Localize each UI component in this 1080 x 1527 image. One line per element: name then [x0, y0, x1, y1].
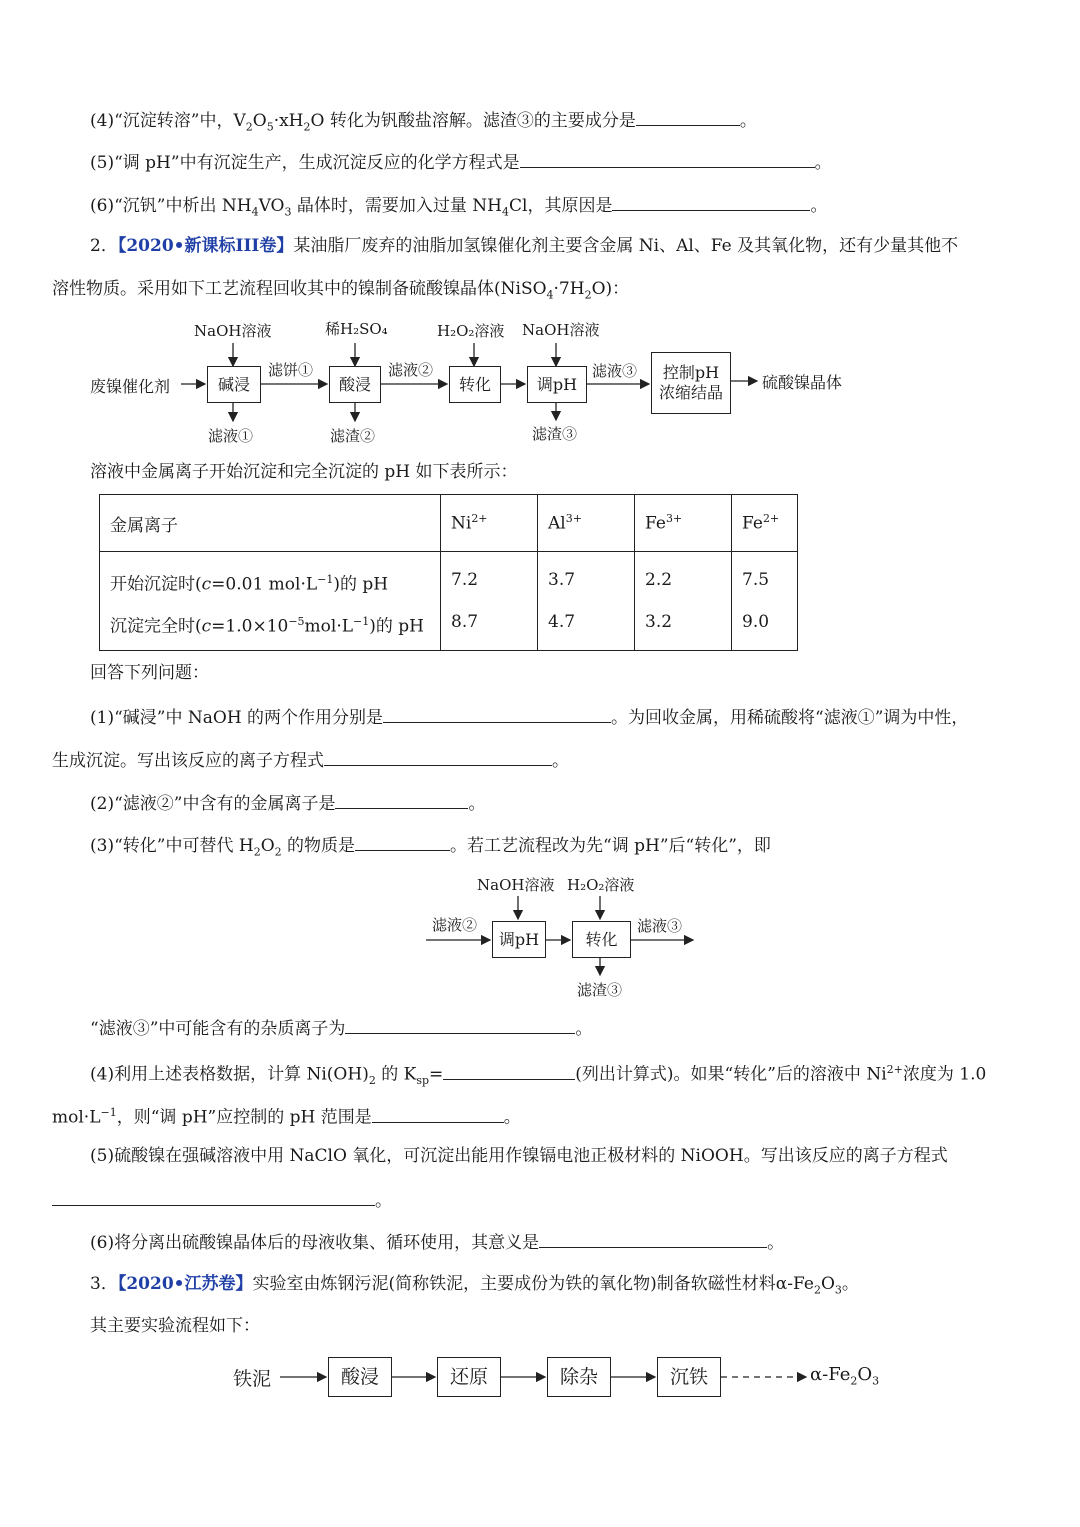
- flow1-box-alkali-leach: 碱浸: [207, 366, 261, 403]
- fe2-values: 7.5 9.0: [732, 552, 798, 651]
- flow1-filtrate-3: 滤液③: [592, 362, 638, 380]
- flow1-input-naoh-2: NaOH溶液: [522, 321, 600, 339]
- ion-ni2: $Ni^{2+}$: [441, 495, 538, 552]
- table-data-row: [100, 552, 798, 651]
- flow2-box-adjust-ph: 调pH: [492, 921, 546, 958]
- question-2-1-line1: (1)“碱浸”中 NaOH 的两个作用分别是 。为回收金属，用稀硫酸将“滤液①”调为中性，: [90, 704, 968, 730]
- row-complete-precip-label: 沉淀完全时$(c=1.0\times 10^{-5}mol\cdot L^{-1})$的 pH: [110, 615, 425, 637]
- answer-blank[interactable]: [443, 1061, 575, 1080]
- question-2-2: (2)“滤液②”中含有的金属离子是 。: [90, 790, 485, 816]
- source-tag: 【2020•江苏卷】: [117, 1274, 253, 1294]
- table-row-labels: [100, 552, 441, 651]
- flow3-box-impurity-removal: 除杂: [547, 1357, 611, 1397]
- ni-values: 7.2 8.7: [441, 552, 538, 651]
- flow2-input-naoh: NaOH溶液: [477, 876, 555, 894]
- table-header-row: [100, 495, 798, 552]
- flow1-box-conversion: 转化: [449, 366, 501, 403]
- question-2-1-line2: 生成沉淀。写出该反应的离子方程式 。: [52, 747, 569, 773]
- answer-intro: 回答下列问题：: [90, 663, 209, 683]
- flow1-box-control-ph: [651, 352, 731, 414]
- ion-fe3: $Fe^{3+}$: [635, 495, 732, 552]
- flow1-box-adjust-ph: 调pH: [527, 366, 587, 403]
- flow1-input-h2o2: H₂O₂溶液: [437, 322, 505, 340]
- flow1-input-naoh: NaOH溶液: [194, 322, 272, 340]
- table-intro: 溶液中金属离子开始沉淀和完全沉淀的 pH 如下表所示：: [90, 462, 518, 482]
- question-2-5-line1: (5)硫酸镍在强碱溶液中用 NaClO 氧化，可沉淀出能用作镍镉电池正极材料的 NiOOH。写出该反应的离子方程式: [90, 1146, 948, 1166]
- question-2-4-line1: (4)利用上述表格数据，计算 $Ni(OH)_2$ 的 $K_{sp}=$ (列出计算式)。如果“转化”后的溶液中 $Ni^{2+}$浓度为 1.0: [90, 1058, 986, 1093]
- flow1-start-label: 废镍催化剂: [90, 377, 171, 396]
- problem-3-line1: 3．【2020•江苏卷】实验室由炼钢污泥(简称铁泥，主要成份为铁的氧化物)制备软磁性材料$\alpha-Fe_2O_3$。: [90, 1274, 859, 1297]
- answer-blank[interactable]: [539, 1229, 767, 1248]
- answer-blank[interactable]: [372, 1104, 504, 1123]
- control-ph-label: 控制pH: [662, 363, 720, 382]
- flow3-end: $\alpha-Fe_2O_3$: [810, 1364, 880, 1388]
- flow3-start: 铁泥: [233, 1368, 272, 1390]
- question-2-6: (6)将分离出硫酸镍晶体后的母液收集、循环使用，其意义是 。: [90, 1229, 784, 1255]
- problem-2-line2: 溶性物质。采用如下工艺流程回收其中的镍制备硫酸镍晶体$(NiSO_4\cdot 7H_2O)$：: [52, 279, 630, 302]
- question-2-5-line2: 。: [52, 1187, 392, 1213]
- row-start-precip-label: 开始沉淀时(c=0.01 $mol\cdot L^{-1}$)的 pH: [110, 573, 389, 595]
- question-2-3b: “滤液③”中可能含有的杂质离子为 。: [90, 1015, 592, 1041]
- flow1-residue-2: 滤渣②: [330, 427, 376, 445]
- answer-blank[interactable]: [345, 1015, 575, 1034]
- flow1-residue-3: 滤渣③: [532, 425, 578, 443]
- fe3-values: 2.2 3.2: [635, 552, 732, 651]
- flow1-filtrate-1: 滤液①: [208, 427, 254, 445]
- flow2-box-conversion: 转化: [572, 921, 631, 958]
- flow1-input-h2so4: 稀H₂SO₄: [325, 320, 388, 338]
- ion-ph-table: [99, 494, 798, 651]
- ion-al3: $Al^{3+}$: [538, 495, 635, 552]
- flow2-end: 滤液③: [637, 917, 683, 935]
- answer-blank[interactable]: [52, 1187, 375, 1206]
- flow2-residue: 滤渣③: [577, 981, 623, 999]
- question-2-3: (3)“转化”中可替代 $H_2O_2$ 的物质是 。若工艺流程改为先“调 pH”后“转化”，即: [90, 832, 771, 864]
- flow2-start: 滤液②: [432, 916, 478, 934]
- flow3-box-iron-precipitation: 沉铁: [657, 1357, 721, 1397]
- flow1-filtrate-2: 滤液②: [388, 361, 434, 379]
- concentrate-crystallize-label: 浓缩结晶: [658, 383, 723, 402]
- flow3-box-acid-leach: 酸浸: [328, 1357, 392, 1397]
- answer-blank[interactable]: [355, 832, 450, 851]
- question-4: (4)“沉淀转溶”中，$V_2O_5\cdot xH_2O$ 转化为钒酸盐溶解。滤渣③的主要成分是 。: [90, 107, 757, 139]
- flow2-input-h2o2: H₂O₂溶液: [567, 876, 635, 894]
- answer-blank[interactable]: [335, 790, 468, 809]
- flow1-box-acid-leach: 酸浸: [329, 366, 381, 403]
- al-values: 3.7 4.7: [538, 552, 635, 651]
- question-5: (5)“调 pH”中有沉淀生产，生成沉淀反应的化学方程式是 。: [90, 149, 832, 175]
- flow3-box-reduction: 还原: [437, 1357, 501, 1397]
- problem-2-line1: 2．【2020•新课标III卷】某油脂厂废弃的油脂加氢镍催化剂主要含金属 Ni、Al、Fe 及其氧化物，还有少量其他不: [90, 236, 959, 256]
- question-6: (6)“沉钒”中析出 $NH_4VO_3$ 晶体时，需要加入过量 $NH_4Cl$，其原因是 。: [90, 192, 827, 224]
- question-2-4-line2: $mol\cdot L^{-1}$，则“调 pH”应控制的 pH 范围是 。: [52, 1101, 521, 1130]
- problem-3-line2: 其主要实验流程如下：: [90, 1316, 260, 1336]
- answer-blank[interactable]: [324, 747, 552, 766]
- flow1-filter-cake-1: 滤饼①: [268, 361, 314, 379]
- flow1-end-label: 硫酸镍晶体: [762, 373, 843, 392]
- source-tag: 【2020•新课标III卷】: [117, 236, 294, 256]
- ion-fe2: $Fe^{2+}$: [732, 495, 798, 552]
- table-header-cell: 金属离子: [100, 495, 441, 552]
- answer-blank[interactable]: [383, 704, 611, 723]
